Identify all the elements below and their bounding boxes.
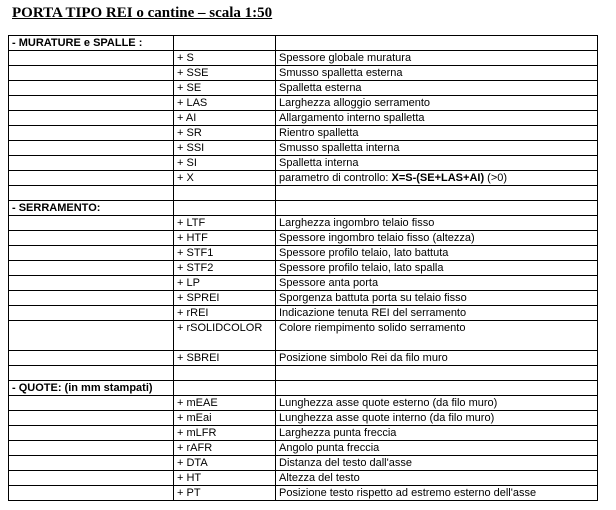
- table-row: [9, 441, 598, 456]
- empty-cell: [9, 111, 174, 126]
- empty-cell: [9, 96, 174, 111]
- empty-cell: [9, 366, 174, 381]
- empty-cell: [9, 276, 174, 291]
- empty-cell: [276, 381, 598, 396]
- param-code: + rREI: [174, 306, 276, 321]
- param-description: Larghezza alloggio serramento: [276, 96, 598, 111]
- param-code: + SBREI: [174, 351, 276, 366]
- section-heading: - SERRAMENTO:: [9, 201, 174, 216]
- empty-cell: [9, 171, 174, 186]
- section-header-row: [9, 36, 598, 51]
- document-title: PORTA TIPO REI o cantine – scala 1:50: [12, 5, 273, 21]
- param-code: + mLFR: [174, 426, 276, 441]
- empty-cell: [9, 81, 174, 96]
- param-description: Posizione simbolo Rei da filo muro: [276, 351, 598, 366]
- param-description: Sporgenza battuta porta su telaio fisso: [276, 291, 598, 306]
- param-description: Lunghezza asse quote esterno (da filo muro): [276, 396, 598, 411]
- empty-cell: [174, 186, 276, 201]
- section-header-row: [9, 201, 598, 216]
- param-description: Spessore anta porta: [276, 276, 598, 291]
- empty-cell: [9, 216, 174, 231]
- param-code: + SR: [174, 126, 276, 141]
- table-row: [9, 291, 598, 306]
- control-formula: X=S-(SE+LAS+AI): [391, 172, 485, 184]
- param-code: + SE: [174, 81, 276, 96]
- empty-cell: [9, 156, 174, 171]
- param-description: Spessore globale muratura: [276, 51, 598, 66]
- table-row: [9, 51, 598, 66]
- empty-cell: [9, 261, 174, 276]
- table-row: [9, 216, 598, 231]
- table-row: [9, 126, 598, 141]
- param-code: + DTA: [174, 456, 276, 471]
- param-code: + SPREI: [174, 291, 276, 306]
- param-code: + STF2: [174, 261, 276, 276]
- table-row: [9, 321, 598, 351]
- param-description: Spessore ingombro telaio fisso (altezza): [276, 231, 598, 246]
- table-row: [9, 231, 598, 246]
- spacer-row: [9, 366, 598, 381]
- param-description: Smusso spalletta interna: [276, 141, 598, 156]
- table-row: [9, 141, 598, 156]
- param-description: Larghezza punta freccia: [276, 426, 598, 441]
- empty-cell: [174, 201, 276, 216]
- param-description: Posizione testo rispetto ad estremo esterno dell'asse: [276, 486, 598, 501]
- table-row: [9, 471, 598, 486]
- empty-cell: [9, 426, 174, 441]
- empty-cell: [9, 456, 174, 471]
- empty-cell: [9, 231, 174, 246]
- table-row: [9, 246, 598, 261]
- section-header-row: [9, 381, 598, 396]
- param-description: [276, 171, 598, 186]
- empty-cell: [276, 366, 598, 381]
- table-row: [9, 351, 598, 366]
- empty-cell: [9, 486, 174, 501]
- table-row: [9, 306, 598, 321]
- table-row: [9, 81, 598, 96]
- param-code: + SI: [174, 156, 276, 171]
- table-row: [9, 456, 598, 471]
- param-description: Smusso spalletta esterna: [276, 66, 598, 81]
- empty-cell: [276, 36, 598, 51]
- param-description: Spessore profilo telaio, lato battuta: [276, 246, 598, 261]
- param-description: Colore riempimento solido serramento: [276, 321, 598, 351]
- empty-cell: [9, 51, 174, 66]
- param-description: Angolo punta freccia: [276, 441, 598, 456]
- param-description: Spessore profilo telaio, lato spalla: [276, 261, 598, 276]
- empty-cell: [9, 291, 174, 306]
- param-code: + rSOLIDCOLOR: [174, 321, 276, 351]
- empty-cell: [9, 246, 174, 261]
- table-row: [9, 111, 598, 126]
- param-description: Distanza del testo dall'asse: [276, 456, 598, 471]
- empty-cell: [276, 186, 598, 201]
- control-label: parametro di controllo:: [279, 172, 392, 184]
- param-code: + mEai: [174, 411, 276, 426]
- table-row: [9, 66, 598, 81]
- empty-cell: [9, 66, 174, 81]
- empty-cell: [9, 411, 174, 426]
- empty-cell: [9, 321, 174, 351]
- table-row: [9, 96, 598, 111]
- empty-cell: [9, 441, 174, 456]
- param-description: Indicazione tenuta REI del serramento: [276, 306, 598, 321]
- table-row: [9, 276, 598, 291]
- empty-cell: [9, 306, 174, 321]
- empty-cell: [174, 381, 276, 396]
- table-row: [9, 156, 598, 171]
- param-code: + LTF: [174, 216, 276, 231]
- param-code: + LAS: [174, 96, 276, 111]
- empty-cell: [174, 36, 276, 51]
- param-code: + S: [174, 51, 276, 66]
- param-description: Altezza del testo: [276, 471, 598, 486]
- param-code: + PT: [174, 486, 276, 501]
- empty-cell: [9, 186, 174, 201]
- parameters-table: [8, 35, 598, 501]
- section-heading: - MURATURE e SPALLE :: [9, 36, 174, 51]
- section-heading: - QUOTE: (in mm stampati): [9, 381, 174, 396]
- param-code: + SSE: [174, 66, 276, 81]
- param-code: + STF1: [174, 246, 276, 261]
- param-code: + AI: [174, 111, 276, 126]
- empty-cell: [9, 471, 174, 486]
- table-row: [9, 426, 598, 441]
- empty-cell: [9, 351, 174, 366]
- table-row: [9, 411, 598, 426]
- empty-cell: [9, 396, 174, 411]
- empty-cell: [276, 201, 598, 216]
- empty-cell: [174, 366, 276, 381]
- table-row: [9, 261, 598, 276]
- param-code: + HT: [174, 471, 276, 486]
- param-code: + LP: [174, 276, 276, 291]
- param-description: Rientro spalletta: [276, 126, 598, 141]
- param-code: + X: [174, 171, 276, 186]
- param-code: + mEAE: [174, 396, 276, 411]
- param-description: Lunghezza asse quote interno (da filo muro): [276, 411, 598, 426]
- table-row: [9, 486, 598, 501]
- param-description: Allargamento interno spalletta: [276, 111, 598, 126]
- param-code: + SSI: [174, 141, 276, 156]
- empty-cell: [9, 141, 174, 156]
- spacer-row: [9, 186, 598, 201]
- param-description: Larghezza ingombro telaio fisso: [276, 216, 598, 231]
- param-description: Spalletta interna: [276, 156, 598, 171]
- empty-cell: [9, 126, 174, 141]
- table-row: [9, 396, 598, 411]
- param-code: + HTF: [174, 231, 276, 246]
- param-description: Spalletta esterna: [276, 81, 598, 96]
- param-code: + rAFR: [174, 441, 276, 456]
- control-parameter-row: [9, 171, 598, 186]
- control-condition: (>0): [484, 172, 508, 184]
